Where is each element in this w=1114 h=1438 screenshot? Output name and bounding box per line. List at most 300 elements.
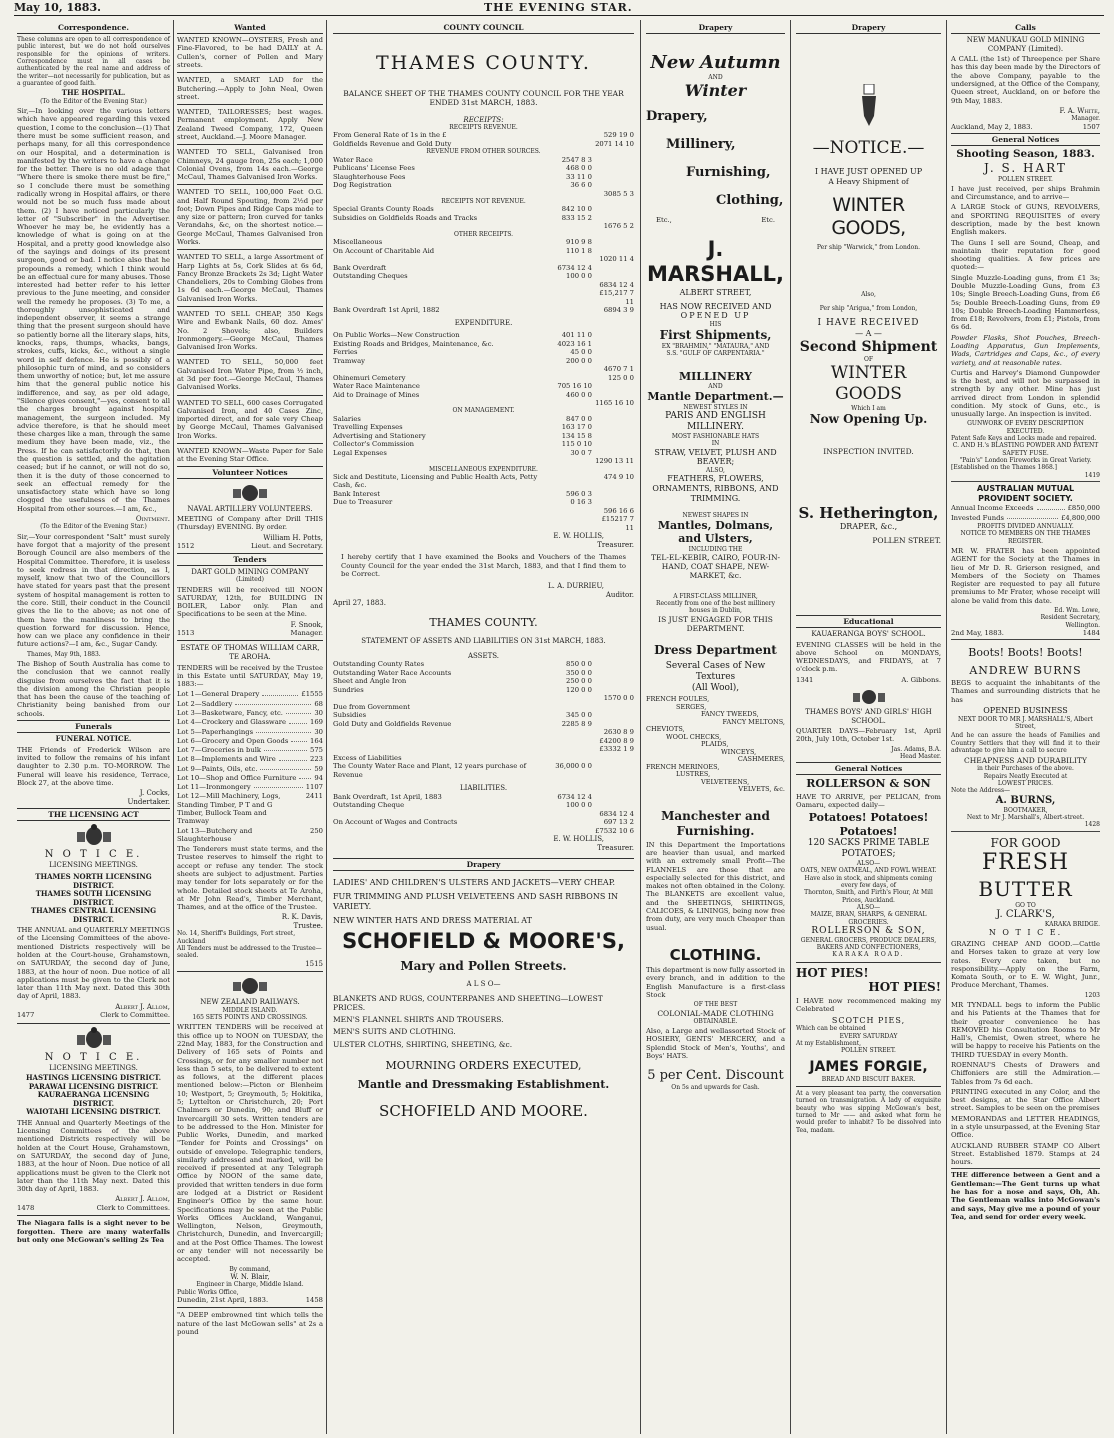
account-rows (333, 205, 634, 230)
notice-heading: —NOTICE.— (812, 138, 925, 159)
ad-line: (All Wool), (691, 683, 740, 694)
ad-line: Recently from one of the best millinery houses in Dublin, (655, 599, 775, 615)
account-label: Bank Overdraft (333, 263, 387, 272)
letter-text: Sir,—In looking over the various letters which have appeared regarding this vexed question, I come to the conclusion—(1) That there must be some sufficient reason, and perhaps many, for all this correspondence on our Hospital, and a determination is manifested by the writers to have a change for the better. There is no old adage that "Where there is smoke there must be fire," so I conclude there must be something radically wrong in Hospital affairs, or there would not be so much fuss made about them. (2) I have noticed particularly the letter of "Subscriber" in the Advertiser. Whoever he may be, he evidently has a knowledge of what is going on at the Hospital, and a pretty good knowledge also of the sayings and doings of its present surgeon, good or bad. I notice also that he propounds a remedy, which I think would be an effectual cure for many abuses. Those interested had better refer to his letter previous to the June meeting, and consider well the remedy he proposes. (3) To me, a thoroughly unsophisticated and independent observer, it seems a strange thing that the present surgeon should have so patiently borne all the literary slaps, hits, knocks, raps, thumps, whacks, bangs, strokes, cuffs, kicks, &c., without a single word in self defence. He is possibly of a philosophic turn of mind, and so considers them unworthy of notice; but, let me assure him that the general public notice his indifference, and say, as per old adage, "Silence gives consent,"—yes, consent to all the charges brought against hospital management, the surgeon included. My advice therefore, is that he should meet these charges like a man, through the same medium they have been made, viz., the Press. If he can satisfactorily do that, then the question is settled, and the agitation ceased; but if he cannot, or will not do so, then it is the duty of those concerned to seek an effectual remedy for the unsatisfactory state which have so long clogged the usefulness of the Thames Hospital from other sources.—I am, &c., (17, 107, 170, 513)
ad-heading: AUSTRALIAN MUTUAL PROVIDENT SOCIETY. (976, 483, 1075, 503)
account-row (333, 507, 634, 515)
ad-number: 1512 (177, 542, 195, 551)
ad-line: BREAD AND BISCUIT BAKER. (821, 1075, 916, 1083)
ad-text: Also, a Large and wellassorted Stock of HOSIERY, GENTS' MERCERY, and a Splendid Stock of Men's, Youths', and Boys' HATS. (646, 1026, 785, 1060)
ad-line: At my Establishment, (796, 1039, 862, 1047)
signature: Auditor. (605, 590, 634, 599)
ad-line: BLANKETS AND RUGS, COUNTERPANES AND SHEETING—LOWEST PRICES. (333, 994, 603, 1013)
ad-number: 1477 (17, 1011, 35, 1020)
account-amount (550, 818, 592, 826)
sub-heading: RECEIPTS NOT REVENUE. (441, 198, 526, 206)
account-total (592, 754, 634, 762)
account-total: 6894 3 9 (603, 306, 634, 315)
account-amount: 596 0 3 (566, 489, 592, 498)
ad-line: NEW WINTER HATS AND DRESS MATERIAL AT (333, 915, 532, 925)
lot-label: Lot 13—Butchery and Slaughterhouse (177, 826, 253, 843)
certification: I hereby certify that I have examined the Books and Vouchers of the Thames County Council for the year ended the 31st March, 1883, and that I find them to be Correct. (341, 553, 626, 579)
lot-row (177, 700, 323, 708)
lot-value: 164 (310, 736, 323, 745)
ad-value: £4,800,000 (1061, 513, 1100, 522)
account-row (333, 440, 634, 448)
account-row (333, 365, 634, 373)
ad-number: 1478 (17, 1203, 35, 1212)
account-amount: 36 6 0 (570, 181, 592, 190)
account-amount (550, 289, 592, 306)
ad-text: Powder Flasks, Shot Pouches, Breech-Loading Apparatus, Gun Implements, Wads, Cartridges and Caps, &c., of every variety, and at reasonable rates. (951, 333, 1100, 367)
masthead-date: May 10, 1883. (14, 1, 101, 14)
account-total (592, 432, 634, 440)
lot-value: 1107 (305, 783, 323, 792)
store-name: SCHOFIELD & MOORE'S, (342, 929, 625, 954)
account-label: Bank Overdraft, 1st April, 1883 (333, 792, 442, 801)
ad-heading: Manchester and Furnishing. (661, 809, 770, 839)
account-row (333, 272, 634, 280)
account-amount (550, 694, 592, 702)
store-name: ROLLERSON & SON (806, 777, 931, 791)
account-total (592, 677, 634, 685)
lot-label: Lot 7—Groceries in bulk (177, 746, 262, 755)
lot-label: Lot 5—Paperhangings (177, 727, 254, 736)
account-amount (550, 374, 592, 382)
notice-title: DART GOLD MINING COMPANY (191, 567, 309, 576)
account-total (592, 449, 634, 457)
ad-number: 1203 (1084, 991, 1100, 999)
account-row (333, 399, 634, 407)
account-total (592, 264, 634, 272)
account-total (592, 490, 634, 498)
wanted-ad: WANTED KNOWN—Waste Paper for Sale at the Evening Star Office. (177, 446, 323, 464)
ad-text: IN this Department the Importations are heavier than usual, and marked with an extremely small Profit—The FLANNELS are those that are especially selected for this district, and makes not often obtained in the Colony. The BLANKETS are excellent value, and the SHEETINGS, SHIRTINGS, CALICOES, & LININGS, being now free from duty, are very much Cheaper than usual. (646, 840, 785, 932)
store-name: J. S. HART (984, 160, 1067, 175)
ad-heading: 5 per Cent. Discount (647, 1068, 784, 1084)
ad-line: ALSO— (856, 860, 881, 868)
ad-line: NEWEST SHAPES IN (682, 511, 749, 519)
account-total: 3085 5 3 (603, 189, 634, 198)
account-total (592, 382, 634, 390)
sub-heading: RECEIPTS REVENUE. (449, 124, 518, 132)
ad-line: Millinery, (666, 136, 736, 152)
ad-heading: Potatoes! Potatoes! Potatoes! (808, 811, 929, 838)
ad-line: EX "BRAHMIN," "MATAURA," AND (661, 343, 770, 351)
notice-title: KAUAERANGA BOYS' SCHOOL. (811, 630, 926, 639)
account-label: Special Grants County Roads (333, 205, 434, 214)
account-amount: 100 0 0 (566, 801, 592, 810)
signature: R. K. Davis, (281, 913, 323, 922)
fabric-item: FRENCH MERINOES, (646, 762, 720, 771)
account-row (333, 827, 634, 835)
ad-text: And he can assure the heads of Families and Country Settlers that they will find it to their advantage to give him a call to secure (951, 732, 1100, 754)
account-total (592, 247, 634, 255)
account-total: £7532 10 6 (595, 826, 634, 835)
account-total (592, 331, 634, 339)
dateline: Auckland, May 2, 1883. (951, 122, 1033, 131)
section-header: Drapery (796, 22, 941, 34)
royal-crest-icon (74, 1027, 114, 1049)
ad-line: FUR TRIMMING AND PLUSH VELVETEENS AND SASH RIBBONS IN VARIETY. (333, 892, 619, 911)
account-total (592, 348, 634, 356)
account-amount: 6734 12 4 (557, 263, 592, 272)
lot-row (177, 690, 323, 698)
ad-text: A LARGE Stock of GUNS, REVOLVERS, and SPORTING REQUISITES of every description, made by the best known English makers. (951, 203, 1100, 237)
account-amount: 847 0 0 (566, 414, 592, 423)
signature: E. W. HOLLIS, (553, 835, 604, 844)
fabric-item: VELVETS, &c. (738, 784, 785, 793)
account-label (333, 737, 550, 745)
wanted-ad: WANTED TO SELL, Galvanised Iron Chimneys, 24 gauge Iron, 25s each; 1,000 Colonial Ovens, from 14s each.—George McCaul, Thames Galvanised Iron Works. (177, 148, 323, 182)
signature: Albert J. Allom, (115, 1195, 170, 1204)
account-amount: 134 15 8 (561, 431, 592, 440)
account-row (333, 669, 634, 677)
ad-line: OBTAINABLE. (693, 1017, 738, 1025)
store-address: ALBERT STREET, (679, 287, 752, 297)
ad-line: MEN'S SUITS AND CLOTHING. (333, 1027, 456, 1037)
account-label (333, 190, 550, 198)
column-wanted-tenders (174, 20, 326, 1434)
section-header: Wanted (177, 22, 323, 34)
account-row (333, 156, 634, 164)
account-row (333, 801, 634, 809)
account-row (333, 660, 634, 668)
store-name: SCHOFIELD AND MOORE. (379, 1101, 588, 1120)
account-label (333, 457, 550, 465)
signature: J. Cocks, (139, 789, 170, 798)
account-label: On Account of Charitable Aid (333, 246, 435, 255)
account-total: 596 16 6 (603, 506, 634, 515)
lot-value: 59 (314, 764, 323, 773)
ad-line: NEWEST STYLES IN (683, 403, 748, 411)
account-amount: 833 15 2 (561, 213, 592, 222)
ad-line: Per ship "Arigua," from London, (819, 304, 918, 312)
account-rows (333, 306, 634, 314)
ad-line: Thornton, Smith, and Firth's Flour, At Mill Prices, Auckland. (804, 889, 933, 904)
ad-heading: FOR GOOD (990, 835, 1061, 850)
article-title: THE HOSPITAL. (61, 88, 126, 98)
account-label: Salaries (333, 414, 361, 423)
notice-text: TENDERS will be received by the Trustee in this Estate until SATURDAY, May 19, 1883:— (177, 663, 323, 689)
account-label: Aid to Drainage of Mines (333, 390, 420, 399)
section-header: Drapery (646, 22, 785, 34)
royal-crest-icon (74, 824, 114, 846)
account-label: Slaughterhouse Fees (333, 172, 406, 181)
fabric-item: WOOL CHECKS, (666, 732, 722, 741)
ad-line: OF (863, 355, 874, 363)
ad-text: Single Muzzle-Loading guns, from £1 3s; Double Muzzle-Loading Guns, from £3 10s; Single Breech-Loading Guns, from £6 5s; Double Breech-Loading Guns, from £9 10s; Double Breech-Loading Hammerless, from £18; Revolvers, from £1; Pistols, from 6s 6d. (951, 273, 1100, 332)
signature: Trustee. (293, 921, 323, 930)
account-amount: 4023 16 1 (557, 339, 592, 348)
account-total (592, 703, 634, 711)
account-row (333, 703, 634, 711)
ad-line: INCLUDING THE (688, 545, 743, 553)
account-total (592, 669, 634, 677)
account-amount: 163 17 0 (561, 423, 592, 432)
store-name: ROLLERSON & SON, (811, 925, 926, 936)
dateline: Thames, May 9th, 1883. (27, 650, 101, 658)
account-amount (550, 281, 592, 289)
account-total: 1020 11 4 (599, 255, 634, 264)
ad-line: AND (708, 383, 723, 391)
ad-line: On 5s and upwards for Cash. (671, 1083, 760, 1091)
ad-line: Mantle and Dressmaking Establishment. (357, 1078, 610, 1092)
account-label: Outstanding Cheque (333, 801, 405, 810)
account-amount: 0 16 3 (570, 498, 592, 507)
account-label (333, 289, 550, 306)
tea-advert: THE difference between a Gent and a Gentleman:—The Gent turns up what he has for a nose and says, Oh, Ah. The Gentleman walks into McGowan's and says, May give me a pound of your Tea, and send for order every week. (951, 1171, 1100, 1221)
account-rows (333, 793, 634, 835)
account-total: 1676 5 2 (603, 222, 634, 231)
column-county-council (327, 20, 640, 1434)
column-marshall-drapery (641, 20, 790, 1434)
signature: Ed. Wm. Lowe, (1054, 606, 1100, 614)
ad-heading: MILLINERY (678, 369, 753, 383)
notice-text: EVENING CLASSES will be held in the above School on MONDAYS, WEDNESDAYS, and FRIDAYS, at 7 o'clock p.m. (796, 640, 941, 674)
section-header: General Notices (951, 133, 1100, 146)
lot-value: 575 (310, 746, 323, 755)
account-amount: 250 0 0 (566, 677, 592, 686)
ad-line: NOTICE TO MEMBERS ON THE THAMES REGISTER. (960, 530, 1091, 545)
signature: Resident Secretary, (1040, 614, 1100, 622)
account-label: On Public Works—New Construction (333, 331, 460, 340)
account-amount: 910 9 8 (566, 238, 592, 247)
section-header: Tenders (177, 553, 323, 566)
account-label: Travelling Expenses (333, 423, 403, 432)
expenditure-heading: EXPENDITURE. (454, 318, 513, 327)
sub-heading: ON MANAGEMENT. (452, 407, 515, 415)
ad-line: ALSO, (706, 467, 725, 475)
signature: A. Gibbons. (901, 675, 941, 684)
account-label: Goldfields Revenue and Gold Duty (333, 139, 452, 148)
account-label: Subsidies on Goldfields Roads and Tracks (333, 213, 478, 222)
account-rows (333, 415, 634, 466)
section-header: COUNTY COUNCIL (333, 22, 634, 34)
ad-line: A Heavy Shipment of (828, 176, 909, 186)
account-row (333, 348, 634, 356)
store-name: J. CLARK'S, (996, 908, 1055, 920)
masthead-title: THE EVENING STAR. (484, 1, 633, 14)
ad-line: A FIRST-CLASS MILLINER, (673, 592, 758, 600)
account-row (333, 432, 634, 440)
store-address: POLLEN STREET. (872, 535, 941, 545)
ad-line: Invested Funds (951, 513, 1004, 522)
ad-line: Several Cases of New Textures (665, 661, 766, 683)
account-label: On Account of Wages and Contracts (333, 818, 458, 827)
account-label: Publicans' License Fees (333, 164, 415, 173)
fabric-item: WINCEYS, (721, 747, 757, 756)
ad-line: Clothing, (716, 192, 784, 208)
account-amount (550, 306, 592, 314)
account-label: Water Race (333, 155, 373, 164)
account-row (333, 255, 634, 263)
ad-text: This department is now fully assorted in every branch, and in addition to the English Manufacture is a first-class Stock (646, 966, 785, 999)
account-amount: 460 0 0 (566, 390, 592, 399)
wanted-ad: WANTED KNOWN—OYSTERS, Fresh and Fine-Flavored, to be had DAILY at A. Cullen's, corner of Pollen and Mary streets. (177, 36, 323, 69)
ad-line: DRAPER, &c., (839, 522, 898, 531)
account-total (592, 181, 634, 189)
account-amount: 30 0 7 (570, 448, 592, 457)
fabric-item: VELVETEENS, (701, 777, 750, 786)
lot-label: Lot 8—Implements and Wire (177, 755, 276, 764)
lot-value: 68 (314, 699, 323, 708)
ad-line: IS JUST ENGAGED FOR THIS DEPARTMENT. (658, 614, 773, 633)
ad-line: OATS, NEW OATMEAL, AND FOWL WHEAT. (800, 867, 937, 875)
account-row (333, 686, 634, 694)
account-total (592, 415, 634, 423)
account-row (333, 374, 634, 382)
account-total (592, 686, 634, 694)
notice-title: NEW MANUKAU GOLD MINING COMPANY (Limited). (966, 36, 1085, 53)
district-name: PARAWAI LICENSING DISTRICT. (28, 1081, 159, 1091)
account-row (333, 818, 634, 826)
ad-line: Etc. (761, 216, 775, 225)
lot-label: Lot 3—Basketware, Fancy, etc. (177, 708, 283, 717)
lot-value: 2411 (305, 792, 323, 801)
ad-line: I HAVE JUST OPENED UP (814, 166, 923, 176)
account-amount: 200 0 0 (566, 356, 592, 365)
ad-line: GO TO (1015, 901, 1036, 909)
ad-line: MOURNING ORDERS EXECUTED, (385, 1058, 582, 1072)
ad-heading: Shooting Season, 1883. (956, 148, 1095, 161)
store-address: POLLEN STREET. (841, 1047, 896, 1055)
account-label (333, 507, 550, 515)
notice-text: QUARTER DAYS—February 1st, April 20th, July 10th, October 1st. (796, 727, 941, 744)
dateline: Dunedin, 21st April, 1883. (177, 1296, 269, 1305)
balance-intro: BALANCE SHEET OF THE THAMES COUNTY COUNCIL FOR THE YEAR ENDED 31st MARCH, 1883. (343, 89, 624, 108)
ad-line: STRAW, VELVET, PLUSH AND BEAVER; (654, 447, 777, 467)
lot-row (177, 746, 323, 754)
lot-row (177, 718, 323, 726)
district-name: THAMES SOUTH LICENSING DISTRICT. (35, 889, 152, 907)
account-row (333, 457, 634, 465)
notice-text: THE ANNUAL and QUARTERLY MEETINGS of the Licensing Committees of the above-mentioned Districts respectively will be holden at the Court-house, Grahamstown, on SATURDAY, the second day of June, 1883, at the hour of noon. Due notice of all applications must be given to the Clerk not later than 11th May next. Dated this 30th day of April, 1883. (17, 926, 170, 1001)
account-total (592, 498, 634, 506)
signature: F. A. White, (1059, 106, 1100, 115)
account-amount: 850 0 0 (566, 660, 592, 669)
fabric-item: CASHMERES, (737, 755, 785, 764)
account-label: Gold Duty and Goldfields Revenue (333, 719, 452, 728)
ad-line: OPENED UP (680, 311, 751, 321)
ad-number: 1458 (305, 1296, 323, 1305)
account-amount (550, 745, 592, 753)
ad-line: MAIZE, BRAN, SHARPS, & GENERAL GROCERIES. (810, 911, 927, 926)
account-amount: 33 11 0 (566, 172, 592, 181)
ad-heading: Winter (684, 81, 747, 101)
ad-number: 1513 (177, 629, 195, 638)
column-correspondence (14, 20, 173, 1434)
ad-line: Annual Income Exceeds (951, 504, 1034, 513)
account-total (592, 440, 634, 448)
ad-line: COLONIAL-MADE CLOTHING (657, 1008, 774, 1018)
store-address: Mary and Pollen Streets. (400, 958, 567, 973)
ad-line: in their Purchases of the above. (977, 765, 1074, 773)
account-total (592, 272, 634, 280)
signature: Manager. (1071, 115, 1100, 123)
signature: E. W. HOLLIS, (553, 532, 604, 541)
account-label: Sundries (333, 685, 364, 694)
lot-row (177, 765, 323, 773)
account-total: 2071 14 10 (595, 139, 634, 148)
notice-title: FUNERAL NOTICE. (55, 734, 132, 744)
account-row (333, 289, 634, 306)
account-total: 474 9 10 (603, 473, 634, 481)
account-row (333, 382, 634, 390)
ad-heading: Boots! Boots! Boots! (968, 646, 1083, 660)
ad-text: PRINTING executed in any Color, and the best designs, at the Star Office Albert street. Samples to be seen on the premises (951, 1087, 1100, 1113)
account-total: 1290 13 11 (595, 457, 634, 466)
signature: Lieut. and Secretary. (251, 542, 323, 551)
address: All Tenders must be addressed to the Trustee—sealed. (177, 945, 322, 960)
ad-line: — A — (855, 329, 882, 339)
signature: Jas. Adams, B.A. (891, 745, 941, 753)
account-label (333, 827, 550, 835)
account-amount (550, 507, 592, 515)
account-row (333, 205, 634, 213)
account-label: Outstanding Water Race Accounts (333, 668, 452, 677)
meetings-heading: LICENSING MEETINGS. (49, 1063, 138, 1072)
ad-heading: WINTER GOODS (830, 363, 907, 404)
notice-text: WRITTEN TENDERS will be received at this office up to NOON on TUESDAY, the 22nd May, 1883, for the Construction and Delivery of 165 sets of Points and Crossings, or for any smaller number not less than 5 sets, to be delivered to extent as follows, at the different places mentioned below:—Picton or Blenheim 10; Westport, 5; Greymouth, 5; Hokitika, 5; Lyttelton or Christchurch, 20; Port Chalmers or Dunedin, 90; and Bluff or Invercargill 30 sets. Written tenders are to be addressed to the Hon. Minister for Public Works, Dunedin, and marked "Tender for Points and Crossings" on outside of envelope. Telegraphic tenders, similarly addressed and marked, will be received if presented at any Telegraph Office by NOON of the same date, provided that written tenders in due form are lodged at a District or Resident Engineer's Office by the same hour. Specifications may be seen at the Public Works Offices Auckland, Wanganui, Wellington, Nelson, Greymouth, Christchurch, Dunedin, and Invercargill; and at the Post Office Thames. The lowest or any tender will not necessarily be accepted. (177, 1023, 323, 1264)
signature: W. N. Blair, (230, 1272, 270, 1281)
account-label: Due from Government (333, 702, 411, 711)
account-rows (333, 131, 634, 148)
letter-text: Sir,—Your correspondent "Salt" must surely have forgot that a majority of the present Borough Council are also members of the Hospital Committee. Therefore, it is useless to seek redress in that direction, as I, myself, know that two of the Councillors have stated for years past that the present system of hospital management is rotten to the core. Still, their conduct in the Council gives the lie to the above; as not one of them have the manliness to bring the question forward for discussion. Hence, how can we place any confidence in their future actions?—I am, &c., Sugar Candy. (17, 532, 170, 649)
ad-text: MR W. FRATER has been appointed AGENT for the Society at the Thames in lieu of Mr D. R. Grierson resigned, and Members of the Society on Thames Register are requested to pay all future premiums to Mr Frater, whose receipt will alone be valid from this date. (951, 546, 1100, 605)
pointing-hand-icon (854, 84, 884, 128)
lot-row (177, 783, 323, 791)
ad-heading: Dress Department (654, 642, 777, 657)
account-amount: 36,000 0 0 (555, 762, 592, 771)
account-row (333, 754, 634, 762)
account-rows (333, 660, 634, 779)
notice-text: MEETING of Company after Drill THIS (Thursday) EVENING. By order. (177, 515, 323, 532)
account-label (333, 745, 550, 753)
lot-label: Lot 6—Grocery and Open Goods (177, 736, 289, 745)
lot-label: Lot 2—Saddlery (177, 699, 233, 708)
store-address: POLLEN STREET. (998, 175, 1053, 183)
account-label: Sick and Destitute, Licensing and Public Health Acts, Petty Cash, &c. (333, 473, 538, 490)
lot-value: 30 (314, 708, 323, 717)
account-label: Outstanding County Rates (333, 660, 425, 669)
account-total (592, 762, 634, 779)
account-row (333, 498, 634, 506)
account-row (333, 793, 634, 801)
lot-label: Lot 1—General Drapery (177, 690, 260, 699)
signature: Wellington. (1065, 621, 1100, 629)
account-amount: 2547 8 3 (561, 155, 592, 164)
account-row (333, 222, 634, 230)
dateline: April 27, 1883. (333, 599, 386, 608)
wanted-ad: WANTED TO SELL, a large Assortment of Harp Lights at 5s, Cork Slides at 6s 6d, Fancy Bronze Brackets 2s 3d; Light Water Chandeliers, 20s to Combing Globes from 1s 6d each.—George McCaul, Thames Galvanised Iron Works. (177, 253, 323, 303)
lot-row (177, 774, 323, 782)
account-label: Legal Expenses (333, 448, 387, 457)
ad-line: CHEAPNESS AND DURABILITY (964, 756, 1087, 766)
account-total (592, 801, 634, 809)
district-name: KAURAERANGA LICENSING DISTRICT. (37, 1090, 150, 1108)
account-total (592, 156, 634, 164)
account-row (333, 490, 634, 498)
ad-text: I have just received, per ships Brahmin and Circumstance, and to arrive— (951, 184, 1100, 202)
ad-line: TEL-EL-KEBIR, CAIRO, FOUR-IN-HAND, COAT SHAPE, NEW-MARKET, &c. (650, 553, 781, 581)
wanted-ad: WANTED TO SELL, 50,000 feet Galvanised Iron Water Pipe, from ½ inch, at 3d per foot.—George McCaul, Thames Galvanised Works. (177, 358, 323, 392)
signature: Head Master. (900, 752, 941, 760)
notice-text: By command, (229, 1265, 271, 1273)
royal-crest-icon (230, 482, 270, 502)
also-line: A L S O— (466, 979, 501, 988)
ad-line: Which can be obtained (796, 1025, 866, 1033)
